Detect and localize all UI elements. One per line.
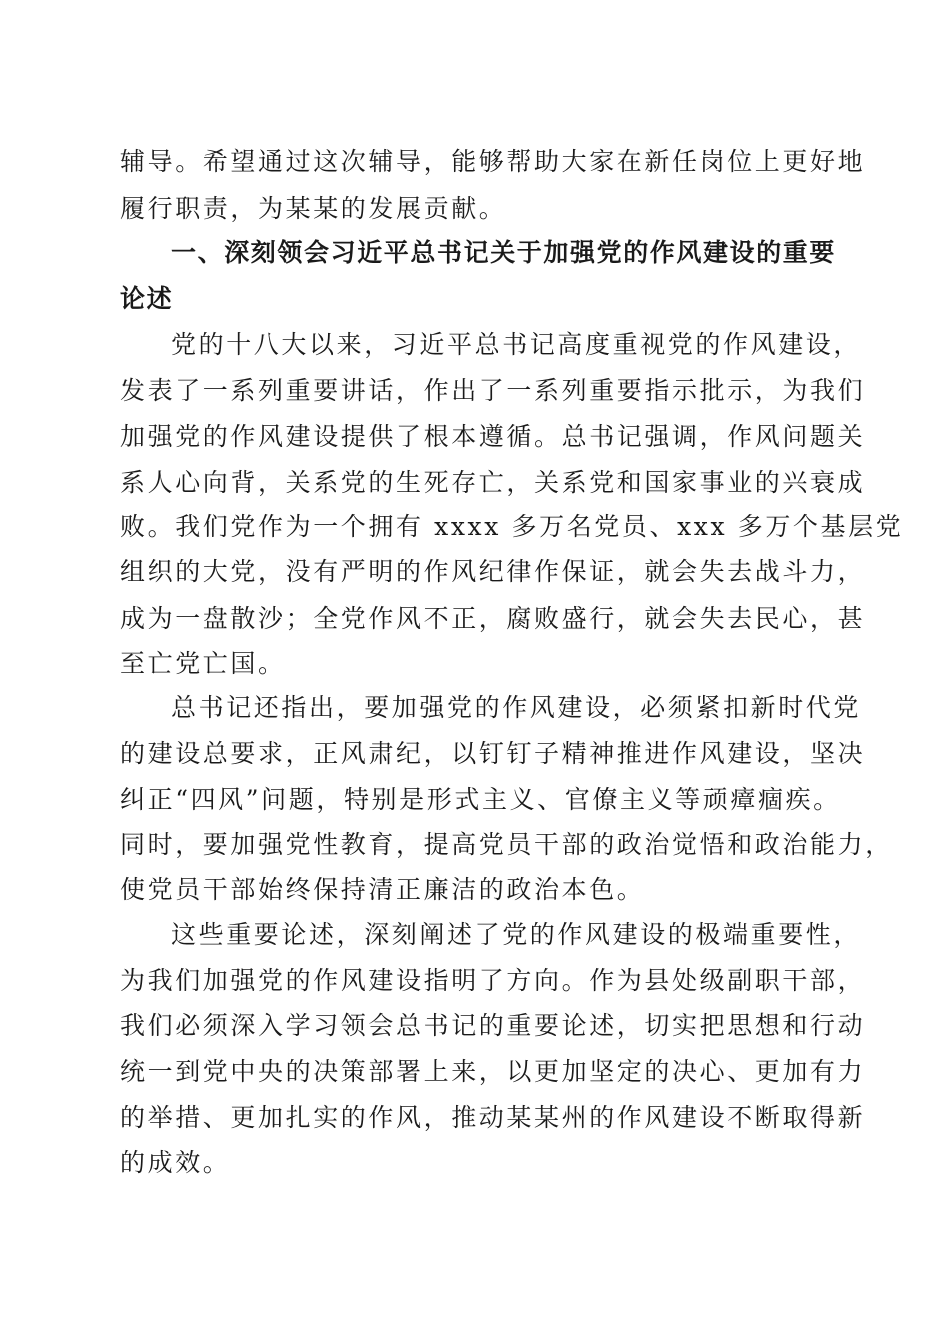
paragraph-line: 系人心向背，关系党的生死存亡，关系党和国家事业的兴衰成	[120, 468, 866, 497]
paragraph-line: 成为一盘散沙；全党作风不正，腐败盛行，就会失去民心，甚	[120, 604, 866, 633]
paragraph-line: 至亡党亡国。	[120, 649, 286, 678]
paragraph-line: 的举措、更加扎实的作风，推动某某州的作风建设不断取得新	[120, 1103, 866, 1132]
section-heading: 一、深刻领会习近平总书记关于加强党的作风建设的重要	[171, 238, 837, 267]
paragraph-line: 的成效。	[120, 1148, 231, 1177]
paragraph-line: 发表了一系列重要讲话，作出了一系列重要指示批示，为我们	[120, 376, 866, 405]
paragraph-line: 这些重要论述，深刻阐述了党的作风建设的极端重要性，	[171, 920, 862, 949]
paragraph-line: 为我们加强党的作风建设指明了方向。作为县处级副职干部，	[120, 966, 866, 995]
section-heading: 论述	[120, 284, 174, 313]
paragraph-line: 的建设总要求，正风肃纪，以钉钉子精神推进作风建设，坚决	[120, 739, 866, 768]
intro-line: 履行职责，为某某的发展贡献。	[120, 194, 507, 223]
paragraph-line: 同时，要加强党性教育，提高党员干部的政治觉悟和政治能力，	[120, 830, 893, 859]
paragraph-line: 统一到党中央的决策部署上来，以更加坚定的决心、更加有力	[120, 1057, 866, 1086]
paragraph-line: 我们必须深入学习领会总书记的重要论述，切实把思想和行动	[120, 1011, 866, 1040]
paragraph-line: 败。我们党作为一个拥有 xxxx 多万名党员、xxx 多万个基层党	[120, 512, 904, 541]
intro-line: 辅导。希望通过这次辅导，能够帮助大家在新任岗位上更好地	[120, 147, 866, 176]
paragraph-line: 纠正“四风”问题，特别是形式主义、官僚主义等顽瘴痼疾。	[120, 785, 841, 814]
paragraph-line: 总书记还指出，要加强党的作风建设，必须紧扣新时代党	[171, 693, 862, 722]
paragraph-line: 党的十八大以来，习近平总书记高度重视党的作风建设，	[171, 330, 862, 359]
paragraph-line: 组织的大党，没有严明的作风纪律作保证，就会失去战斗力，	[120, 557, 866, 586]
paragraph-line: 使党员干部始终保持清正廉洁的政治本色。	[120, 875, 645, 904]
paragraph-line: 加强党的作风建设提供了根本遵循。总书记强调，作风问题关	[120, 422, 866, 451]
